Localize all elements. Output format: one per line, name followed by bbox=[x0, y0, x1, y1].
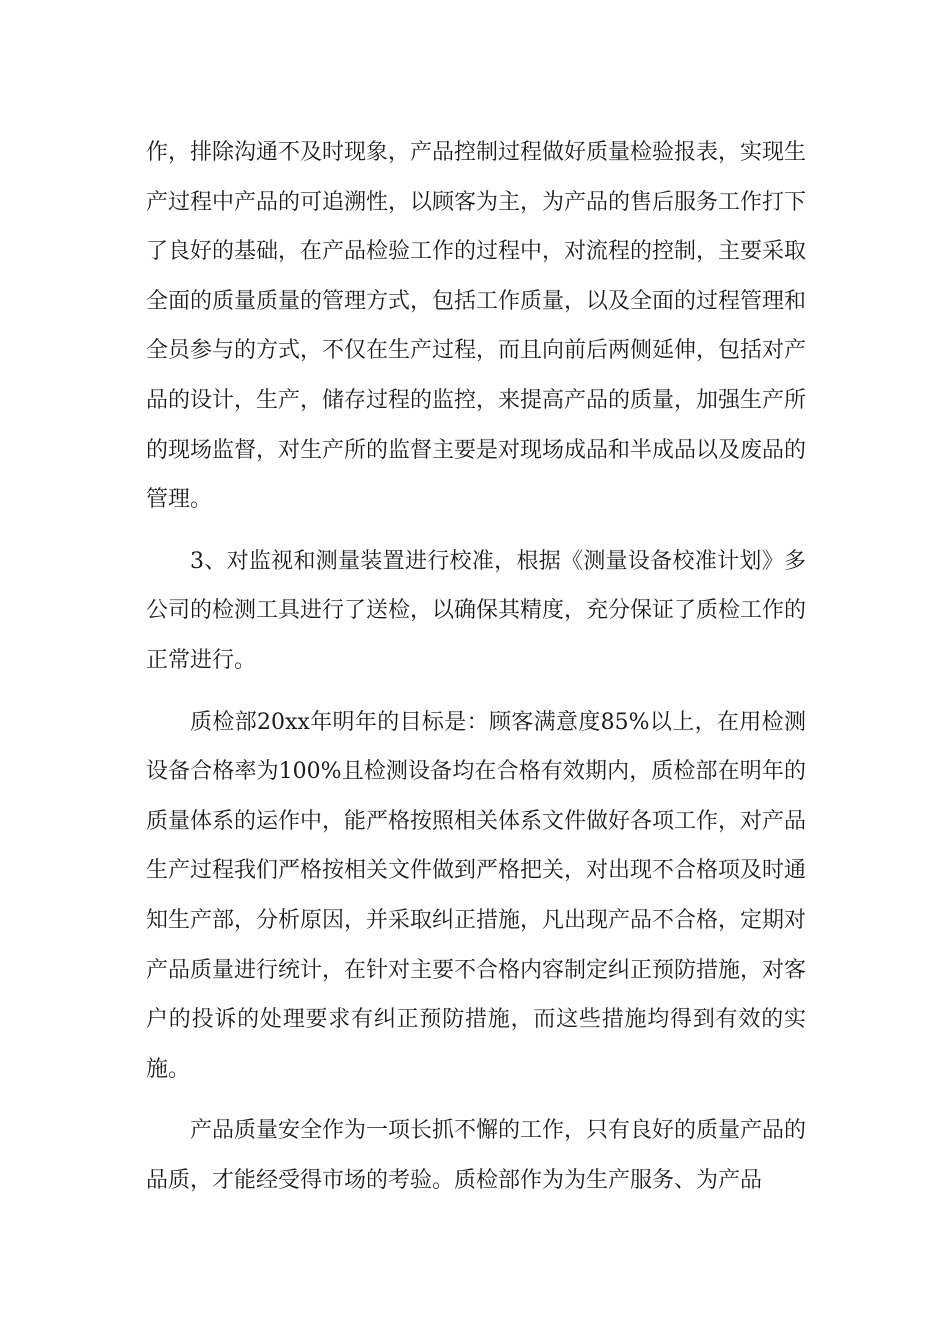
paragraph-continuation: 作，排除沟通不及时现象，产品控制过程做好质量检验报表，实现生产过程中产品的可追溯性，以顾客为主，为产品的售后服务工作打下了良好的基础，在产品检验工作的过程中，对流程的控制，主要采取全面的质量质量的管理方式，包括工作质量，以及全面的过程管理和全员参与的方式，不仅在生产过程，而且向前后两侧延伸，包括对产品的设计，生产，储存过程的监控，来提高产品的质量，加强生产所的现场监督，对生产所的监督主要是对现场成品和半成品以及废品的管理。 bbox=[146, 140, 807, 513]
paragraph-goals: 质检部20xx年明年的目标是：顾客满意度85%以上，在用检测设备合格率为100%且检测设备均在合格有效期内，质检部在明年的质量体系的运作中，能严格按照相关体系文件做好各项工作，对产品生产过程我们严格按相关文件做到严格把关，对出现不合格项及时通知生产部，分析原因，并采取纠正措施，凡出现产品不合格，定期对产品质量进行统计，在针对主要不合格内容制定纠正预防措施，对客户的投诉的处理要求有纠正预防措施，而这些措施均得到有效的实施。 bbox=[146, 709, 807, 1082]
paragraph-quality-safety: 产品质量安全作为一项长抓不懈的工作，只有良好的质量产品的品质，才能经受得市场的考验。质检部作为为生产服务、为产品 bbox=[146, 1118, 807, 1193]
document-body bbox=[146, 128, 806, 1205]
paragraph-calibration: 3、对监视和测量装置进行校准，根据《测量设备校准计划》多公司的检测工具进行了送检，以确保其精度，充分保证了质检工作的正常进行。 bbox=[146, 548, 807, 673]
